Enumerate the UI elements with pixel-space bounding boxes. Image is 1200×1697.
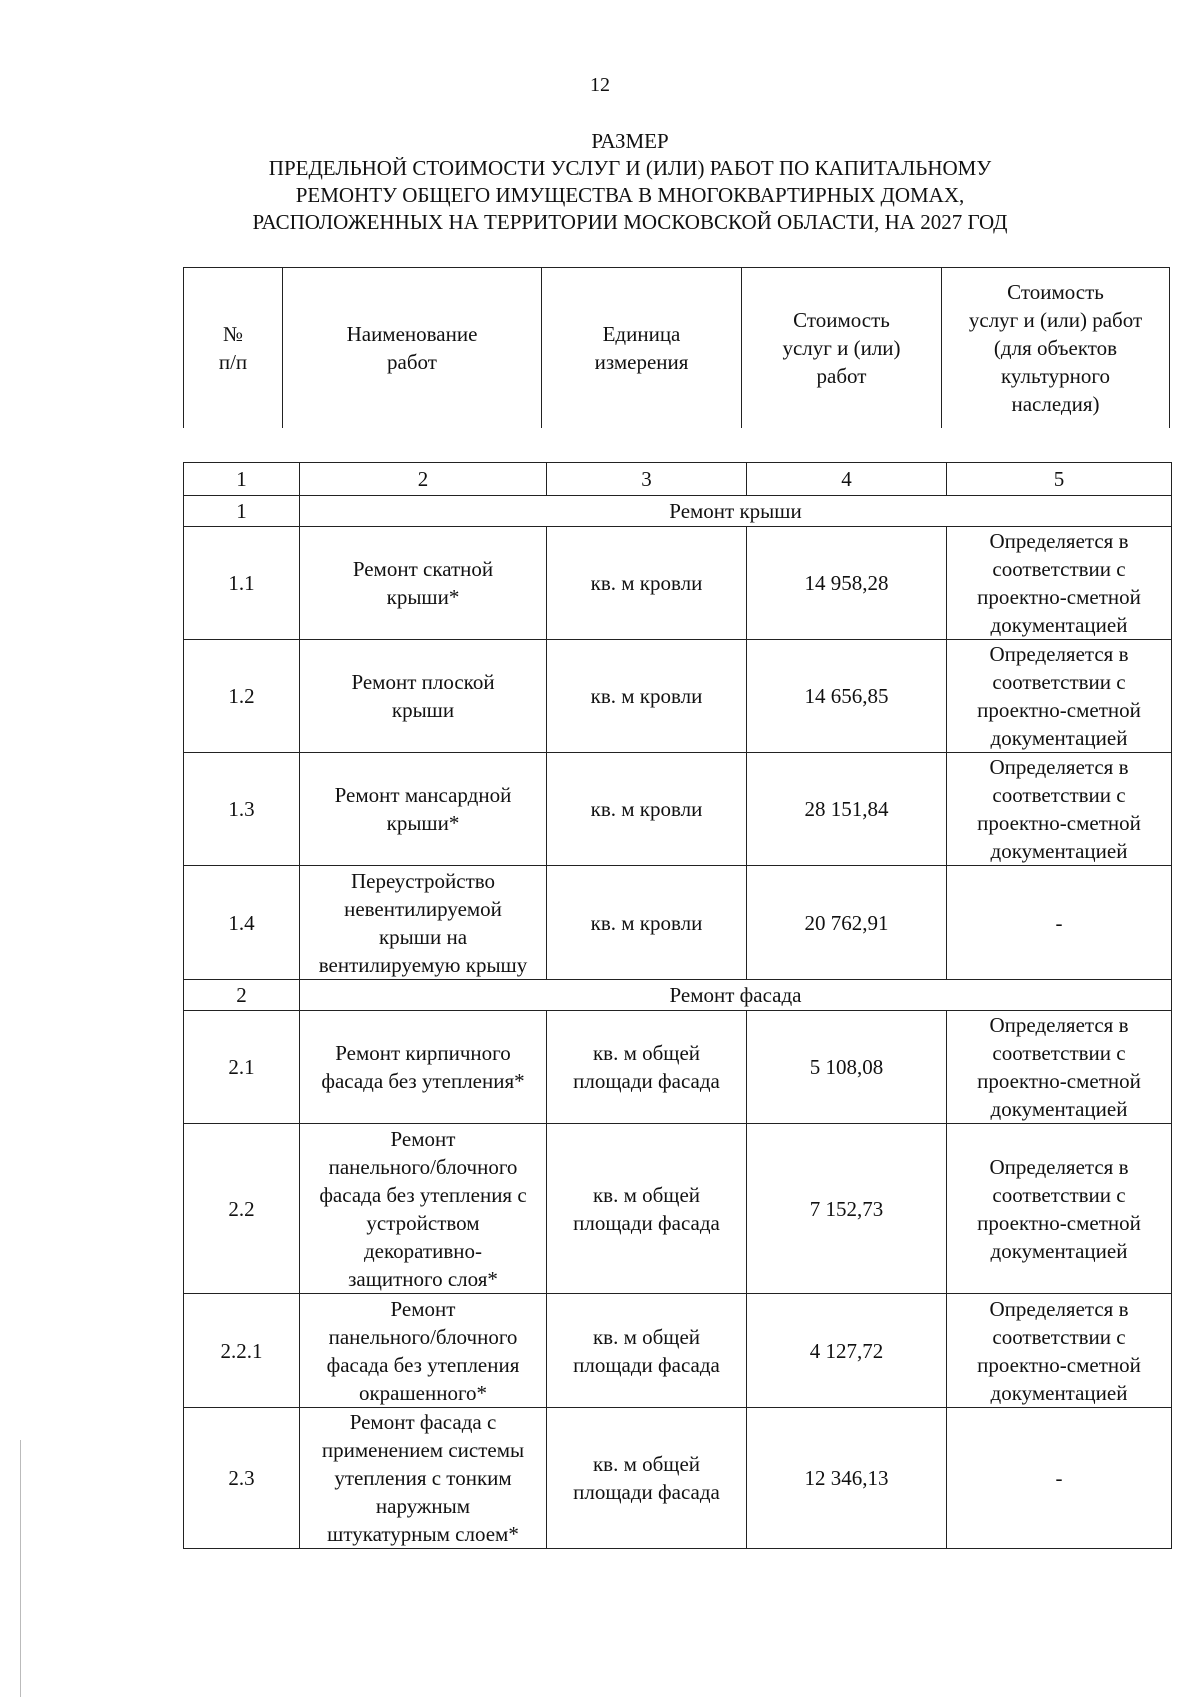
cell-name: Ремонт плоской крыши xyxy=(300,640,547,753)
cell-heritage: Определяется в соответствии с проектно-сметной документацией xyxy=(947,1124,1172,1294)
cell-cost: 12 346,13 xyxy=(747,1408,947,1549)
table-row xyxy=(184,1011,1172,1124)
cell-name: Переустройство невентилируемой крыши на вентилируемую крышу xyxy=(300,866,547,980)
document-title xyxy=(150,128,1110,236)
cell-num: 1.4 xyxy=(184,866,300,980)
cell-cost: 28 151,84 xyxy=(747,753,947,866)
cell-num: 1.3 xyxy=(184,753,300,866)
column-number-cell: 3 xyxy=(547,463,747,496)
cell-unit: кв. м кровли xyxy=(547,640,747,753)
title-line: ПРЕДЕЛЬНОЙ СТОИМОСТИ УСЛУГ И (ИЛИ) РАБОТ ПО КАПИТАЛЬНОМУ xyxy=(268,156,992,180)
cell-heritage: Определяется в соответствии с проектно-сметной документацией xyxy=(947,527,1172,640)
margin-rule xyxy=(20,1440,21,1697)
table-row xyxy=(184,866,1172,980)
cell-heritage: Определяется в соответствии с проектно-сметной документацией xyxy=(947,1011,1172,1124)
section-title: Ремонт фасада xyxy=(300,980,1172,1011)
header-cell-number: № п/п xyxy=(184,268,283,429)
cell-name: Ремонт панельного/блочного фасада без утепления с устройством декоративно- защитного слоя* xyxy=(300,1124,547,1294)
section-row xyxy=(184,496,1172,527)
section-number: 1 xyxy=(184,496,300,527)
column-number-cell: 5 xyxy=(947,463,1172,496)
table-row xyxy=(184,1408,1172,1549)
table-row xyxy=(184,640,1172,753)
table-row xyxy=(184,1294,1172,1408)
cell-unit: кв. м кровли xyxy=(547,527,747,640)
cell-num: 2.2 xyxy=(184,1124,300,1294)
column-number-row xyxy=(184,463,1172,496)
cell-name: Ремонт скатной крыши* xyxy=(300,527,547,640)
page-number: 12 xyxy=(590,74,610,96)
header-table xyxy=(183,267,1170,428)
cell-cost: 20 762,91 xyxy=(747,866,947,980)
column-number-cell: 1 xyxy=(184,463,300,496)
column-number-cell: 4 xyxy=(747,463,947,496)
cell-cost: 14 958,28 xyxy=(747,527,947,640)
cell-num: 2.2.1 xyxy=(184,1294,300,1408)
title-line: РАЗМЕР xyxy=(591,129,669,153)
header-row xyxy=(184,268,1170,429)
cell-cost: 7 152,73 xyxy=(747,1124,947,1294)
cell-num: 1.2 xyxy=(184,640,300,753)
cell-unit: кв. м общей площади фасада xyxy=(547,1124,747,1294)
header-cell-name: Наименование работ xyxy=(283,268,542,429)
table-row xyxy=(184,753,1172,866)
header-cell-unit: Единица измерения xyxy=(542,268,742,429)
cell-heritage: Определяется в соответствии с проектно-сметной документацией xyxy=(947,640,1172,753)
cell-unit: кв. м общей площади фасада xyxy=(547,1294,747,1408)
cell-heritage: - xyxy=(947,866,1172,980)
title-line: РАСПОЛОЖЕННЫХ НА ТЕРРИТОРИИ МОСКОВСКОЙ ОБЛАСТИ, НА 2027 ГОД xyxy=(252,210,1008,234)
section-title: Ремонт крыши xyxy=(300,496,1172,527)
table-row xyxy=(184,1124,1172,1294)
cell-cost: 4 127,72 xyxy=(747,1294,947,1408)
cell-name: Ремонт кирпичного фасада без утепления* xyxy=(300,1011,547,1124)
cell-unit: кв. м кровли xyxy=(547,753,747,866)
header-cell-cost: Стоимость услуг и (или) работ xyxy=(742,268,942,429)
cell-num: 2.1 xyxy=(184,1011,300,1124)
table-row xyxy=(184,527,1172,640)
cell-num: 2.3 xyxy=(184,1408,300,1549)
cell-name: Ремонт мансардной крыши* xyxy=(300,753,547,866)
cell-unit: кв. м общей площади фасада xyxy=(547,1011,747,1124)
section-row xyxy=(184,980,1172,1011)
cell-cost: 5 108,08 xyxy=(747,1011,947,1124)
cell-cost: 14 656,85 xyxy=(747,640,947,753)
data-table xyxy=(183,462,1172,1549)
cell-heritage: Определяется в соответствии с проектно-сметной документацией xyxy=(947,753,1172,866)
section-number: 2 xyxy=(184,980,300,1011)
cell-unit: кв. м общей площади фасада xyxy=(547,1408,747,1549)
header-cell-heritage-cost: Стоимость услуг и (или) работ (для объектов культурного наследия) xyxy=(942,268,1170,429)
cell-name: Ремонт панельного/блочного фасада без утепления окрашенного* xyxy=(300,1294,547,1408)
cell-heritage: Определяется в соответствии с проектно-сметной документацией xyxy=(947,1294,1172,1408)
cell-num: 1.1 xyxy=(184,527,300,640)
column-number-cell: 2 xyxy=(300,463,547,496)
cell-heritage: - xyxy=(947,1408,1172,1549)
cell-name: Ремонт фасада с применением системы утепления с тонким наружным штукатурным слоем* xyxy=(300,1408,547,1549)
title-line: РЕМОНТУ ОБЩЕГО ИМУЩЕСТВА В МНОГОКВАРТИРНЫХ ДОМАХ, xyxy=(295,183,965,207)
cell-unit: кв. м кровли xyxy=(547,866,747,980)
